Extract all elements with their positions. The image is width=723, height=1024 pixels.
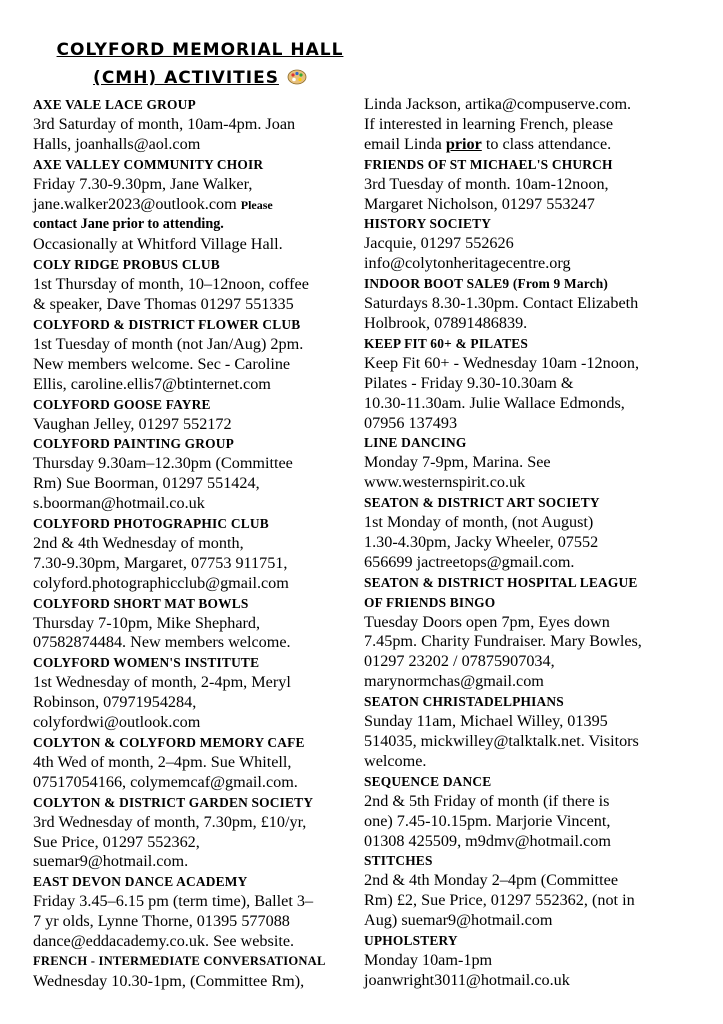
list-item	[364, 573, 694, 692]
activity-detail: 4th Wed of month, 2–4pm. Sue Whitell,	[33, 752, 292, 771]
activity-heading: COLYFORD PAINTING GROUP	[33, 436, 235, 452]
list-item	[33, 95, 363, 155]
activity-detail: 3rd Tuesday of month. 10am-12noon,	[364, 174, 609, 193]
activity-detail: 1st Monday of month, (not August)	[364, 513, 594, 532]
activity-detail: 01308 425509, m9dmv@hotmail.com	[364, 831, 611, 850]
activity-detail: dance@eddacademy.co.uk. See website.	[33, 932, 295, 951]
list-item	[33, 653, 363, 733]
activity-detail: suemar9@hotmail.com.	[33, 852, 189, 871]
activity-heading: LINE DANCING	[364, 435, 467, 451]
activity-heading: SEATON & DISTRICT HOSPITAL LEAGUE	[364, 574, 638, 590]
list-item	[33, 514, 363, 594]
activity-heading: SEQUENCE DANCE	[364, 773, 492, 789]
activity-detail: Sue Price, 01297 552362,	[33, 832, 200, 851]
activity-heading: STITCHES	[364, 853, 433, 869]
title-line-1: COLYFORD MEMORIAL HALL	[56, 40, 344, 60]
activity-detail: 514035, mickwilley@talktalk.net. Visitors	[364, 732, 639, 750]
activity-detail: Halls, joanhalls@aol.com	[33, 134, 201, 153]
activity-detail	[364, 135, 694, 155]
activity-heading: AXE VALLEY COMMUNITY CHOIR	[33, 156, 264, 172]
activity-detail: Tuesday Doors open 7pm, Eyes down	[364, 612, 610, 631]
activity-detail: 1st Tuesday of month (not Jan/Aug) 2pm.	[33, 334, 304, 353]
activity-detail: Thursday 7-10pm, Mike Shephard,	[33, 613, 261, 632]
activity-detail: Pilates - Friday 9.30-10.30am &	[364, 373, 574, 392]
activity-detail: info@colytonheritagecentre.org	[364, 254, 571, 273]
activity-heading: INDOOR BOOT SALE9 (From 9 March)	[364, 276, 609, 292]
activity-detail: joanwright3011@hotmail.co.uk	[364, 970, 570, 989]
activity-detail: Wednesday 10.30-1pm, (Committee Rm),	[33, 971, 305, 990]
list-item	[33, 872, 363, 952]
list-item	[364, 772, 694, 852]
right-column	[364, 95, 694, 991]
email-text: jane.walker2023@outlook.com	[33, 194, 237, 213]
activity-heading: EAST DEVON DANCE ACADEMY	[33, 874, 248, 890]
activity-detail: Margaret Nicholson, 01297 553247	[364, 194, 595, 213]
activity-detail	[33, 195, 363, 216]
activity-heading: AXE VALE LACE GROUP	[33, 97, 196, 112]
activity-detail: marynormchas@gmail.com	[364, 672, 544, 691]
activity-detail: 2nd & 5th Friday of month (if there is	[364, 791, 610, 810]
list-item	[33, 434, 363, 514]
activity-detail: Rm) Sue Boorman, 01297 551424,	[33, 474, 260, 493]
activity-detail: welcome.	[364, 751, 427, 770]
activity-detail: Ellis, caroline.ellis7@btinternet.com	[33, 374, 271, 393]
emphasis-text: prior	[445, 134, 482, 153]
activity-detail: Aug) suemar9@hotmail.com	[364, 911, 553, 930]
list-item	[364, 692, 694, 772]
list-item	[364, 274, 694, 334]
activity-detail: Linda Jackson, artika@compuserve.com.	[364, 95, 632, 113]
activity-detail: New members welcome. Sec - Caroline	[33, 354, 291, 373]
activity-detail: Keep Fit 60+ - Wednesday 10am -12noon,	[364, 353, 640, 372]
activity-heading: COLYFORD GOOSE FAYRE	[33, 396, 211, 412]
activity-heading: COLYTON & DISTRICT GARDEN SOCIETY	[33, 794, 314, 810]
activity-heading: FRIENDS OF ST MICHAEL'S CHURCH	[364, 156, 613, 172]
activity-detail: Thursday 9.30am–12.30pm (Committee	[33, 454, 293, 473]
text-fragment: to class attendance.	[481, 134, 612, 153]
list-item	[33, 255, 363, 315]
activity-heading: HISTORY SOCIETY	[364, 216, 492, 232]
left-column	[33, 95, 363, 992]
list-item	[33, 952, 363, 992]
activity-heading: OF FRIENDS BINGO	[364, 594, 496, 610]
activity-heading: KEEP FIT 60+ & PILATES	[364, 335, 529, 351]
activity-detail: Occasionally at Whitford Village Hall.	[33, 235, 283, 254]
activity-heading: UPHOLSTERY	[364, 933, 458, 949]
list-item	[364, 95, 694, 155]
activity-heading: COLYFORD PHOTOGRAPHIC CLUB	[33, 516, 269, 532]
activity-detail: one) 7.45-10.15pm. Marjorie Vincent,	[364, 811, 611, 830]
list-item	[364, 493, 694, 573]
list-item	[33, 733, 363, 793]
activity-detail: Holbrook, 07891486839.	[364, 313, 528, 332]
list-item	[33, 594, 363, 654]
activity-detail: 10.30-11.30am. Julie Wallace Edmonds,	[364, 393, 625, 412]
activity-detail: colyfordwi@outlook.com	[33, 713, 201, 732]
activity-detail: Rm) £2, Sue Price, 01297 552362, (not in	[364, 891, 635, 910]
activity-heading: FRENCH - INTERMEDIATE CONVERSATIONAL	[33, 953, 326, 968]
activity-heading: SEATON & DISTRICT ART SOCIETY	[364, 495, 600, 511]
activity-detail: Saturdays 8.30-1.30pm. Contact Elizabeth	[364, 294, 639, 313]
activity-detail: 656699 jactreetops@gmail.com.	[364, 552, 575, 571]
list-item	[364, 931, 694, 991]
activity-detail: Friday 7.30-9.30pm, Jane Walker,	[33, 174, 253, 193]
palette-icon	[287, 69, 307, 85]
title-line-2: (CMH) ACTIVITIES	[93, 68, 279, 88]
list-item	[364, 155, 694, 215]
activity-detail: 3rd Wednesday of month, 7.30pm, £10/yr,	[33, 812, 307, 831]
activity-heading: COLY RIDGE PROBUS CLUB	[33, 257, 220, 273]
activity-heading: COLYTON & COLYFORD MEMORY CAFE	[33, 735, 305, 750]
activity-detail: 3rd Saturday of month, 10am-4pm. Joan	[33, 114, 296, 133]
text-fragment: email Linda	[364, 134, 446, 153]
activity-detail: s.boorman@hotmail.co.uk	[33, 494, 205, 513]
activity-detail: 07517054166, colymemcaf@gmail.com.	[33, 772, 298, 791]
list-item	[364, 214, 694, 274]
activity-detail: 7 yr olds, Lynne Thorne, 01395 577088	[33, 912, 290, 931]
activity-detail: Monday 10am-1pm	[364, 950, 493, 969]
list-item	[33, 793, 363, 873]
activity-detail: Vaughan Jelley, 01297 552172	[33, 414, 232, 433]
page-title	[40, 36, 360, 92]
activity-detail: 7.45pm. Charity Fundraiser. Mary Bowles,	[364, 632, 642, 651]
list-item	[364, 433, 694, 493]
activity-detail: 07582874484. New members welcome.	[33, 633, 291, 652]
activity-detail: 1st Wednesday of month, 2-4pm, Meryl	[33, 673, 291, 692]
activity-detail: 7.30-9.30pm, Margaret, 07753 911751,	[33, 553, 288, 572]
activity-detail: 1st Thursday of month, 10–12noon, coffee	[33, 275, 309, 294]
activity-detail: www.westernspirit.co.uk	[364, 473, 526, 492]
activity-heading: SEATON CHRISTADELPHIANS	[364, 694, 564, 710]
activity-detail: Robinson, 07971954284,	[33, 693, 197, 712]
activity-heading: COLYFORD & DISTRICT FLOWER CLUB	[33, 316, 301, 332]
activity-detail: & speaker, Dave Thomas 01297 551335	[33, 295, 294, 314]
activity-detail: Monday 7-9pm, Marina. See	[364, 453, 551, 472]
activity-detail: Friday 3.45–6.15 pm (term time), Ballet 3–	[33, 892, 314, 911]
activity-detail: 07956 137493	[364, 413, 458, 432]
list-item	[33, 155, 363, 256]
activity-detail: If interested in learning French, please	[364, 114, 614, 133]
bold-note: Please	[240, 197, 273, 212]
list-item	[364, 334, 694, 434]
activity-detail: 2nd & 4th Wednesday of month,	[33, 533, 244, 552]
activity-detail: colyford.photographicclub@gmail.com	[33, 573, 289, 592]
list-item	[364, 851, 694, 931]
bold-note: contact Jane prior to attending.	[33, 216, 224, 233]
list-item	[33, 315, 363, 395]
activity-detail: 1.30-4.30pm, Jacky Wheeler, 07552	[364, 532, 599, 551]
activity-detail: Sunday 11am, Michael Willey, 01395	[364, 712, 608, 731]
activity-detail: Jacquie, 01297 552626	[364, 234, 514, 253]
activity-heading: COLYFORD SHORT MAT BOWLS	[33, 595, 249, 611]
activity-heading: COLYFORD WOMEN'S INSTITUTE	[33, 655, 260, 671]
list-item	[33, 395, 363, 435]
activity-detail: 2nd & 4th Monday 2–4pm (Committee	[364, 871, 619, 890]
activity-detail: 01297 23202 / 07875907034,	[364, 652, 555, 671]
